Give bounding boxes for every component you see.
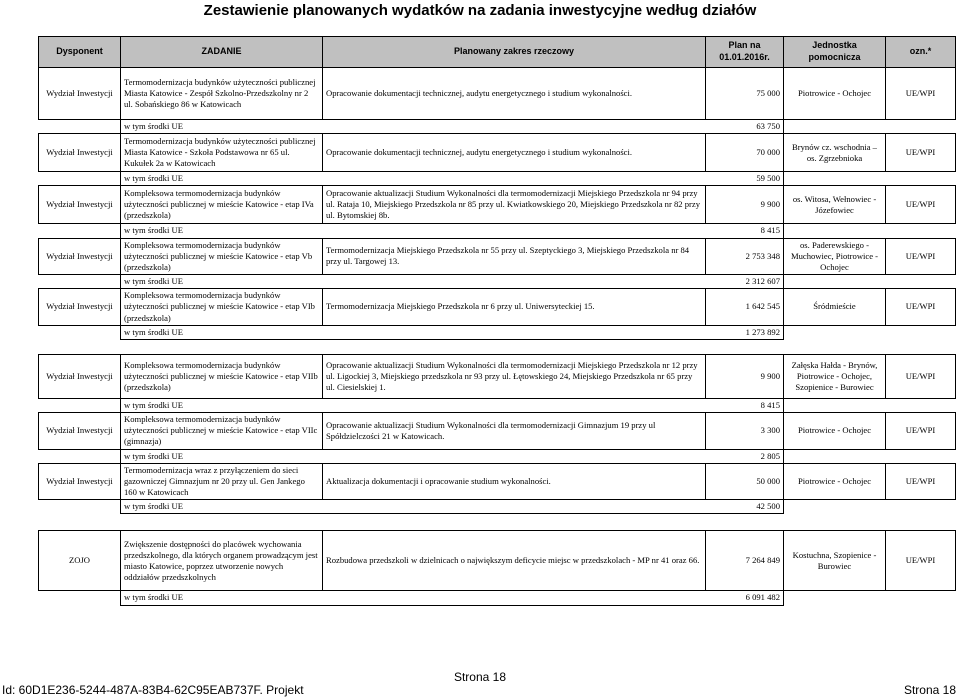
eu-funds-spacer [39, 120, 121, 134]
eu-funds-value: 63 750 [706, 120, 784, 134]
cell-disponent: Wydział Inwestycji [39, 289, 121, 326]
eu-funds-tail [784, 224, 956, 238]
eu-funds-value: 6 091 482 [706, 591, 784, 605]
header-unit: Jednostka pomocnicza [784, 37, 886, 68]
row-gap [39, 514, 956, 531]
header-disponent: Dysponent [39, 37, 121, 68]
cell-scope: Rozbudowa przedszkoli w dzielnicach o największym deficycie miejsc w przedszkolach - MP nr 41 oraz 66. [323, 531, 706, 591]
investment-table [38, 36, 956, 606]
header-plan: Plan na 01.01.2016r. [706, 37, 784, 68]
cell-unit: Piotrowice - Ochojec [784, 413, 886, 450]
eu-funds-gap [323, 398, 706, 412]
cell-tags: UE/WPI [886, 238, 956, 275]
cell-scope: Opracowanie aktualizacji Studium Wykonalności dla termomodernizacji Miejskiego Przedszkola nr 94 przy ul. Rataja 10, Miejskiego Przedszkola nr 85 przy ul. Kwiatkowskiego 20, Miejskiego Przedszkola nr 82 przy ul. Bytomskiej 8b. [323, 186, 706, 224]
cell-unit: Brynów cz. wschodnia – os. Zgrzebnioka [784, 134, 886, 172]
header-tags: ozn.* [886, 37, 956, 68]
eu-funds-tail [784, 172, 956, 186]
table-body [39, 68, 956, 606]
table-row [39, 463, 956, 500]
eu-funds-label: w tym środki UE [121, 500, 323, 514]
header-task: ZADANIE [121, 37, 323, 68]
eu-funds-gap [323, 500, 706, 514]
eu-funds-gap [323, 449, 706, 463]
page-number-right: Strona 18 [903, 683, 956, 697]
cell-scope: Termomodernizacja Miejskiego Przedszkola nr 6 przy ul. Uniwersyteckiej 15. [323, 289, 706, 326]
cell-scope: Opracowanie dokumentacji technicznej, audytu energetycznego i studium wykonalności. [323, 134, 706, 172]
eu-funds-gap [323, 325, 706, 339]
table-row [39, 68, 956, 120]
eu-funds-row [39, 591, 956, 605]
eu-funds-tail [784, 591, 956, 605]
cell-unit: Załęska Hałda - Brynów, Piotrowice - Ochojec, Szopienice - Burowiec [784, 354, 886, 398]
cell-task: Kompleksowa termomodernizacja budynków użyteczności publicznej w mieście Katowice - etap VIIc (gimnazja) [121, 413, 323, 450]
eu-funds-tail [784, 500, 956, 514]
eu-funds-tail [784, 325, 956, 339]
cell-disponent: Wydział Inwestycji [39, 134, 121, 172]
eu-funds-gap [323, 275, 706, 289]
cell-task: Termomodernizacja wraz z przyłączeniem do sieci gazowniczej Gimnazjum nr 20 przy ul. Gen Jankego 160 w Katowicach [121, 463, 323, 500]
table-row [39, 186, 956, 224]
cell-disponent: Wydział Inwestycji [39, 238, 121, 275]
eu-funds-value: 8 415 [706, 224, 784, 238]
header-scope: Planowany zakres rzeczowy [323, 37, 706, 68]
cell-plan: 50 000 [706, 463, 784, 500]
cell-tags: UE/WPI [886, 68, 956, 120]
page-number-center: Strona 18 [453, 670, 507, 684]
eu-funds-gap [323, 591, 706, 605]
cell-unit: os. Paderewskiego - Muchowiec, Piotrowice - Ochojec [784, 238, 886, 275]
cell-plan: 9 900 [706, 186, 784, 224]
eu-funds-tail [784, 120, 956, 134]
cell-plan: 7 264 849 [706, 531, 784, 591]
cell-plan: 75 000 [706, 68, 784, 120]
cell-disponent: Wydział Inwestycji [39, 463, 121, 500]
table-row [39, 238, 956, 275]
table-row [39, 354, 956, 398]
cell-disponent: Wydział Inwestycji [39, 413, 121, 450]
cell-unit: Kostuchna, Szopienice - Burowiec [784, 531, 886, 591]
cell-tags: UE/WPI [886, 413, 956, 450]
cell-task: Kompleksowa termomodernizacja budynków użyteczności publicznej w mieście Katowice - etap VIIb (przedszkola) [121, 354, 323, 398]
cell-tags: UE/WPI [886, 463, 956, 500]
eu-funds-label: w tym środki UE [121, 325, 323, 339]
eu-funds-spacer [39, 398, 121, 412]
cell-disponent: Wydział Inwestycji [39, 354, 121, 398]
eu-funds-spacer [39, 275, 121, 289]
eu-funds-spacer [39, 172, 121, 186]
cell-disponent: Wydział Inwestycji [39, 68, 121, 120]
eu-funds-label: w tym środki UE [121, 172, 323, 186]
eu-funds-spacer [39, 449, 121, 463]
cell-task: Termomodernizacja budynków użyteczności publicznej Miasta Katowice - Zespół Szkolno-Przedszkolny nr 2 ul. Sobańskiego 86 w Katowicach [121, 68, 323, 120]
table-row [39, 531, 956, 591]
eu-funds-value: 1 273 892 [706, 325, 784, 339]
eu-funds-gap [323, 120, 706, 134]
cell-plan: 9 900 [706, 354, 784, 398]
table-row [39, 413, 956, 450]
eu-funds-label: w tym środki UE [121, 449, 323, 463]
eu-funds-label: w tym środki UE [121, 275, 323, 289]
cell-scope: Opracowanie dokumentacji technicznej, audytu energetycznego i studium wykonalności. [323, 68, 706, 120]
eu-funds-row [39, 500, 956, 514]
cell-plan: 3 300 [706, 413, 784, 450]
cell-disponent: Wydział Inwestycji [39, 186, 121, 224]
cell-task: Kompleksowa termomodernizacja budynków użyteczności publicznej w mieście Katowice - etap IVa (przedszkola) [121, 186, 323, 224]
eu-funds-spacer [39, 325, 121, 339]
cell-tags: UE/WPI [886, 354, 956, 398]
cell-tags: UE/WPI [886, 289, 956, 326]
eu-funds-tail [784, 398, 956, 412]
eu-funds-row [39, 398, 956, 412]
eu-funds-spacer [39, 224, 121, 238]
cell-tags: UE/WPI [886, 134, 956, 172]
eu-funds-spacer [39, 591, 121, 605]
eu-funds-label: w tym środki UE [121, 120, 323, 134]
eu-funds-row [39, 224, 956, 238]
eu-funds-tail [784, 275, 956, 289]
eu-funds-value: 2 312 607 [706, 275, 784, 289]
eu-funds-row [39, 120, 956, 134]
cell-task: Kompleksowa termomodernizacja budynków użyteczności publicznej w mieście Katowice - etap VIb (przedszkola) [121, 289, 323, 326]
cell-scope: Termomodernizacja Miejskiego Przedszkola nr 55 przy ul. Szeptyckiego 3, Miejskiego Przedszkola nr 84 przy ul. Targowej 13. [323, 238, 706, 275]
eu-funds-value: 42 500 [706, 500, 784, 514]
table-header-row [39, 37, 956, 68]
eu-funds-label: w tym środki UE [121, 591, 323, 605]
cell-task: Kompleksowa termomodernizacja budynków użyteczności publicznej w mieście Katowice - etap Vb (przedszkola) [121, 238, 323, 275]
cell-unit: Piotrowice - Ochojec [784, 463, 886, 500]
page-title: Zestawienie planowanych wydatków na zadania inwestycyjne według działów [203, 2, 757, 19]
cell-task: Termomodernizacja budynków użyteczności publicznej Miasta Katowice - Szkoła Podstawowa nr 65 ul. Kukułek 2a w Katowicach [121, 134, 323, 172]
eu-funds-label: w tym środki UE [121, 224, 323, 238]
table-row [39, 134, 956, 172]
cell-tags: UE/WPI [886, 531, 956, 591]
cell-unit: Śródmieście [784, 289, 886, 326]
cell-plan: 1 642 545 [706, 289, 784, 326]
eu-funds-gap [323, 224, 706, 238]
row-gap [39, 339, 956, 354]
cell-scope: Aktualizacja dokumentacji i opracowanie studium wykonalności. [323, 463, 706, 500]
cell-unit: Piotrowice - Ochojec [784, 68, 886, 120]
eu-funds-label: w tym środki UE [121, 398, 323, 412]
cell-scope: Opracowanie aktualizacji Studium Wykonalności dla termomodernizacji Gimnazjum 19 przy ul Spółdzielczości 21 w Katowicach. [323, 413, 706, 450]
cell-plan: 70 000 [706, 134, 784, 172]
cell-plan: 2 753 348 [706, 238, 784, 275]
cell-task: Zwiększenie dostępności do placówek wychowania przedszkolnego, dla których organem prowadzącym jest miasto Katowice, poprzez utworzenie nowych oddziałów przedszkolnych [121, 531, 323, 591]
table-row [39, 289, 956, 326]
eu-funds-row [39, 325, 956, 339]
cell-scope: Opracowanie aktualizacji Studium Wykonalności dla termomodernizacji Miejskiego Przedszkola nr 12 przy ul. Ligockiej 3, Miejskiego przedszkola nr 93 przy ul. Łętowskiego 24, Miejskiego Przedszkola nr 65 przy ul. Ciesielskiej 1. [323, 354, 706, 398]
eu-funds-value: 59 500 [706, 172, 784, 186]
eu-funds-value: 2 805 [706, 449, 784, 463]
cell-disponent: ZOJO [39, 531, 121, 591]
document-id: Id: 60D1E236-5244-487A-83B4-62C95EAB737F. Projekt [2, 683, 304, 697]
eu-funds-spacer [39, 500, 121, 514]
eu-funds-gap [323, 172, 706, 186]
cell-tags: UE/WPI [886, 186, 956, 224]
eu-funds-row [39, 172, 956, 186]
eu-funds-row [39, 449, 956, 463]
eu-funds-row [39, 275, 956, 289]
cell-unit: os. Witosa, Wełnowiec - Józefowiec [784, 186, 886, 224]
eu-funds-tail [784, 449, 956, 463]
eu-funds-value: 8 415 [706, 398, 784, 412]
